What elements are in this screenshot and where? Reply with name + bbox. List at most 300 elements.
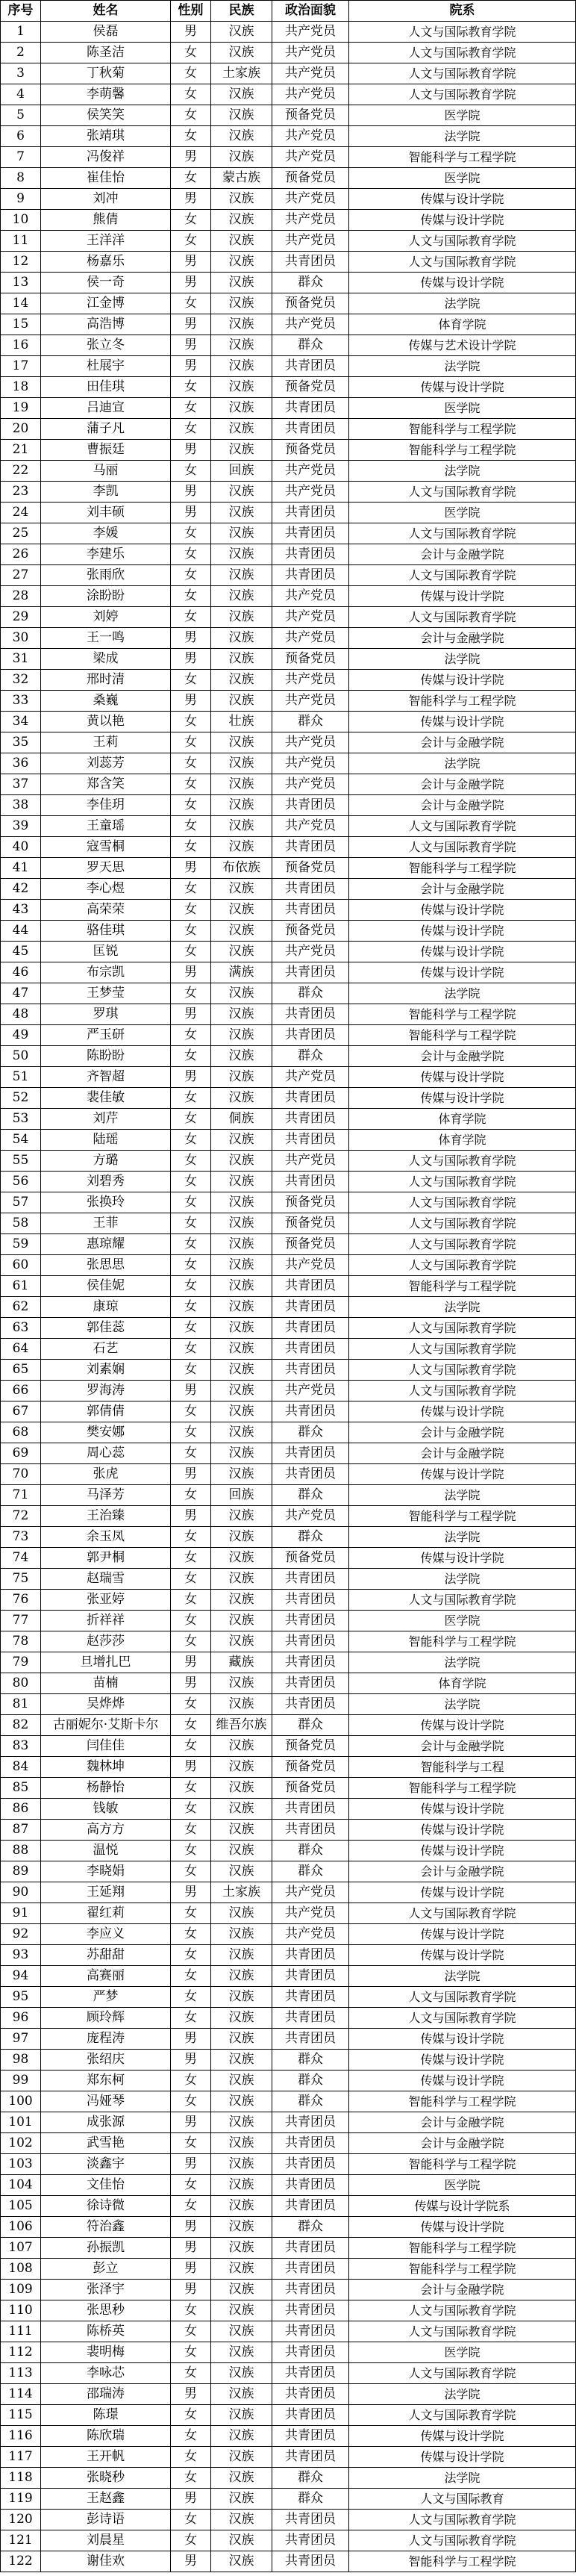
table-row <box>1 105 576 126</box>
cell-political-status: 共产党员 <box>272 1882 349 1903</box>
cell-department: 会计与金融学院 <box>349 544 576 565</box>
cell-department: 传媒与设计学院系 <box>349 2196 576 2217</box>
cell-political-status: 共青团员 <box>272 2133 349 2154</box>
cell-political-status: 共青团员 <box>272 1611 349 1631</box>
cell-gender: 女 <box>171 586 211 607</box>
cell-department: 智能科学与工程 <box>349 1757 576 1778</box>
table-row <box>1 1360 576 1381</box>
cell-ethnicity: 汉族 <box>211 1966 272 1987</box>
cell-political-status: 共青团员 <box>272 2405 349 2426</box>
cell-political-status: 共青团员 <box>272 2321 349 2342</box>
cell-gender: 女 <box>171 1631 211 1652</box>
cell-gender: 女 <box>171 1443 211 1464</box>
cell-political-status: 群众 <box>272 2050 349 2071</box>
cell-name: 侯佳妮 <box>41 1276 171 1297</box>
cell-name: 陈盼盼 <box>41 1046 171 1067</box>
cell-name: 康琼 <box>41 1297 171 1318</box>
cell-department: 人文与国际教育学院 <box>349 1255 576 1276</box>
cell-index: 7 <box>1 147 41 168</box>
cell-ethnicity: 汉族 <box>211 293 272 314</box>
cell-department: 智能科学与工程学院 <box>349 419 576 440</box>
cell-political-status: 共产党员 <box>272 607 349 628</box>
cell-department: 传媒与设计学院 <box>349 1548 576 1569</box>
cell-political-status: 共青团员 <box>272 565 349 586</box>
table-row <box>1 356 576 377</box>
cell-ethnicity: 藏族 <box>211 1652 272 1673</box>
header-name: 姓名 <box>41 1 171 22</box>
cell-name: 严梦 <box>41 1987 171 2008</box>
cell-gender: 女 <box>171 1192 211 1213</box>
table-row <box>1 63 576 84</box>
cell-ethnicity: 汉族 <box>211 2175 272 2196</box>
table-row <box>1 1172 576 1192</box>
cell-ethnicity: 汉族 <box>211 210 272 231</box>
table-row <box>1 1255 576 1276</box>
cell-index: 121 <box>1 2530 41 2551</box>
cell-gender: 女 <box>171 105 211 126</box>
table-row <box>1 2133 576 2154</box>
cell-political-status: 共青团员 <box>272 1004 349 1025</box>
cell-ethnicity: 汉族 <box>211 942 272 962</box>
cell-ethnicity: 汉族 <box>211 2071 272 2091</box>
cell-political-status: 共青团员 <box>272 2384 349 2405</box>
cell-gender: 女 <box>171 126 211 147</box>
table-row <box>1 1151 576 1172</box>
cell-index: 120 <box>1 2510 41 2530</box>
cell-political-status: 群众 <box>272 1715 349 1736</box>
cell-name: 布宗凯 <box>41 962 171 983</box>
cell-department: 智能科学与工程学院 <box>349 1025 576 1046</box>
cell-department: 传媒与设计学院 <box>349 1820 576 1841</box>
cell-name: 郭佳蕊 <box>41 1318 171 1339</box>
cell-political-status: 群众 <box>272 983 349 1004</box>
cell-index: 28 <box>1 586 41 607</box>
table-row <box>1 1401 576 1422</box>
cell-department: 会计与金融学院 <box>349 2112 576 2133</box>
cell-political-status: 共产党员 <box>272 210 349 231</box>
table-row <box>1 1109 576 1130</box>
cell-political-status: 群众 <box>272 335 349 356</box>
cell-name: 魏林坤 <box>41 1757 171 1778</box>
cell-index: 92 <box>1 1924 41 1945</box>
cell-gender: 男 <box>171 1882 211 1903</box>
cell-name: 郑含笑 <box>41 774 171 795</box>
table-row <box>1 2384 576 2405</box>
table-row <box>1 1924 576 1945</box>
table-row <box>1 670 576 691</box>
cell-gender: 女 <box>171 2447 211 2468</box>
cell-ethnicity: 汉族 <box>211 189 272 210</box>
cell-index: 48 <box>1 1004 41 1025</box>
cell-ethnicity: 汉族 <box>211 377 272 398</box>
cell-ethnicity: 汉族 <box>211 2300 272 2321</box>
cell-department: 会计与金融学院 <box>349 628 576 649</box>
cell-gender: 女 <box>171 168 211 189</box>
cell-ethnicity: 汉族 <box>211 1381 272 1401</box>
cell-index: 116 <box>1 2426 41 2447</box>
cell-political-status: 共青团员 <box>272 1464 349 1485</box>
cell-ethnicity: 汉族 <box>211 1255 272 1276</box>
cell-ethnicity: 汉族 <box>211 1987 272 2008</box>
cell-ethnicity: 汉族 <box>211 252 272 273</box>
cell-department: 人文与国际教育学院 <box>349 252 576 273</box>
cell-ethnicity: 汉族 <box>211 2280 272 2300</box>
cell-department: 会计与金融学院 <box>349 2133 576 2154</box>
cell-name: 邵瑞涛 <box>41 2384 171 2405</box>
cell-department: 传媒与设计学院 <box>349 1799 576 1820</box>
cell-index: 109 <box>1 2280 41 2300</box>
cell-political-status: 共青团员 <box>272 2154 349 2175</box>
cell-name: 吴烨烨 <box>41 1694 171 1715</box>
cell-gender: 女 <box>171 1548 211 1569</box>
cell-name: 王梦莹 <box>41 983 171 1004</box>
cell-index: 74 <box>1 1548 41 1569</box>
cell-name: 惠琼耀 <box>41 1234 171 1255</box>
table-row <box>1 1966 576 1987</box>
cell-ethnicity: 满族 <box>211 962 272 983</box>
table-row <box>1 1506 576 1527</box>
cell-name: 陈璟 <box>41 2405 171 2426</box>
cell-department: 人文与国际教育学院 <box>349 1172 576 1192</box>
header-ethnicity: 民族 <box>211 1 272 22</box>
table-row <box>1 2112 576 2133</box>
table-row <box>1 482 576 503</box>
cell-political-status: 共产党员 <box>272 774 349 795</box>
cell-gender: 男 <box>171 189 211 210</box>
cell-ethnicity: 汉族 <box>211 649 272 670</box>
cell-name: 田佳琪 <box>41 377 171 398</box>
table-row <box>1 1276 576 1297</box>
cell-gender: 女 <box>171 795 211 816</box>
table-row <box>1 2551 576 2572</box>
cell-gender: 女 <box>171 1694 211 1715</box>
cell-gender: 女 <box>171 2321 211 2342</box>
cell-ethnicity: 汉族 <box>211 2196 272 2217</box>
table-row <box>1 1987 576 2008</box>
cell-index: 100 <box>1 2091 41 2112</box>
cell-political-status: 共产党员 <box>272 22 349 43</box>
table-row <box>1 2175 576 2196</box>
cell-index: 68 <box>1 1422 41 1443</box>
cell-ethnicity: 汉族 <box>211 2468 272 2489</box>
cell-gender: 男 <box>171 649 211 670</box>
cell-department: 人文与国际教育学院 <box>349 607 576 628</box>
cell-department: 人文与国际教育学院 <box>349 2530 576 2551</box>
cell-gender: 男 <box>171 252 211 273</box>
cell-index: 97 <box>1 2029 41 2050</box>
table-row <box>1 22 576 43</box>
cell-department: 法学院 <box>349 126 576 147</box>
table-row <box>1 816 576 837</box>
cell-gender: 女 <box>171 942 211 962</box>
table-row <box>1 273 576 293</box>
cell-index: 33 <box>1 691 41 712</box>
cell-political-status: 共产党员 <box>272 753 349 774</box>
cell-ethnicity: 汉族 <box>211 1820 272 1841</box>
cell-name: 匡锐 <box>41 942 171 962</box>
cell-gender: 女 <box>171 2468 211 2489</box>
cell-index: 52 <box>1 1088 41 1109</box>
cell-political-status: 共青团员 <box>272 1025 349 1046</box>
cell-name: 陈欣瑞 <box>41 2426 171 2447</box>
cell-name: 方璐 <box>41 1151 171 1172</box>
cell-name: 温悦 <box>41 1841 171 1861</box>
cell-index: 86 <box>1 1799 41 1820</box>
cell-gender: 女 <box>171 1151 211 1172</box>
cell-index: 84 <box>1 1757 41 1778</box>
cell-index: 30 <box>1 628 41 649</box>
cell-political-status: 共青团员 <box>272 1590 349 1611</box>
table-row <box>1 523 576 544</box>
cell-political-status: 共青团员 <box>272 1799 349 1820</box>
cell-index: 94 <box>1 1966 41 1987</box>
cell-index: 12 <box>1 252 41 273</box>
cell-political-status: 共青团员 <box>272 1401 349 1422</box>
cell-political-status: 共青团员 <box>272 1339 349 1360</box>
cell-gender: 女 <box>171 816 211 837</box>
cell-ethnicity: 汉族 <box>211 2008 272 2029</box>
cell-department: 智能科学与工程学院 <box>349 2259 576 2280</box>
cell-index: 29 <box>1 607 41 628</box>
cell-department: 医学院 <box>349 105 576 126</box>
cell-ethnicity: 汉族 <box>211 1046 272 1067</box>
cell-department: 人文与国际教育学院 <box>349 43 576 63</box>
cell-department: 传媒与设计学院 <box>349 942 576 962</box>
table-row <box>1 900 576 921</box>
cell-name: 庞程涛 <box>41 2029 171 2050</box>
cell-index: 88 <box>1 1841 41 1861</box>
cell-name: 王莉 <box>41 732 171 753</box>
cell-name: 符治鑫 <box>41 2217 171 2238</box>
table-row <box>1 1213 576 1234</box>
cell-ethnicity: 汉族 <box>211 2447 272 2468</box>
table-row <box>1 1046 576 1067</box>
cell-ethnicity: 汉族 <box>211 1234 272 1255</box>
cell-gender: 女 <box>171 2510 211 2530</box>
cell-index: 15 <box>1 314 41 335</box>
table-row <box>1 607 576 628</box>
cell-ethnicity: 汉族 <box>211 2091 272 2112</box>
table-row <box>1 1527 576 1548</box>
cell-name: 李应义 <box>41 1924 171 1945</box>
cell-political-status: 共产党员 <box>272 628 349 649</box>
table-row <box>1 1611 576 1631</box>
cell-name: 王一鸣 <box>41 628 171 649</box>
cell-department: 法学院 <box>349 1966 576 1987</box>
cell-department: 法学院 <box>349 649 576 670</box>
cell-name: 刘素娴 <box>41 1360 171 1381</box>
cell-name: 李咏芯 <box>41 2363 171 2384</box>
table-row <box>1 398 576 419</box>
table-row <box>1 2259 576 2280</box>
table-row <box>1 1715 576 1736</box>
table-row <box>1 1652 576 1673</box>
cell-department: 传媒与设计学院 <box>349 2426 576 2447</box>
cell-department: 传媒与设计学院 <box>349 921 576 942</box>
cell-gender: 女 <box>171 607 211 628</box>
table-row <box>1 774 576 795</box>
cell-department: 传媒与设计学院 <box>349 1088 576 1109</box>
table-row <box>1 314 576 335</box>
cell-ethnicity: 汉族 <box>211 273 272 293</box>
cell-ethnicity: 汉族 <box>211 1360 272 1381</box>
cell-name: 高浩博 <box>41 314 171 335</box>
cell-department: 法学院 <box>349 356 576 377</box>
cell-name: 刘冲 <box>41 189 171 210</box>
cell-political-status: 预备党员 <box>272 377 349 398</box>
cell-political-status: 共青团员 <box>272 2175 349 2196</box>
cell-index: 80 <box>1 1673 41 1694</box>
cell-index: 47 <box>1 983 41 1004</box>
cell-gender: 女 <box>171 1966 211 1987</box>
cell-ethnicity: 汉族 <box>211 1945 272 1966</box>
cell-index: 46 <box>1 962 41 983</box>
table-row <box>1 1799 576 1820</box>
cell-name: 陈桥英 <box>41 2321 171 2342</box>
cell-political-status: 共青团员 <box>272 1631 349 1652</box>
cell-name: 周心蕊 <box>41 1443 171 1464</box>
cell-department: 智能科学与工程学院 <box>349 1276 576 1297</box>
cell-gender: 女 <box>171 1945 211 1966</box>
cell-index: 1 <box>1 22 41 43</box>
cell-department: 传媒与设计学院 <box>349 2071 576 2091</box>
cell-ethnicity: 汉族 <box>211 1631 272 1652</box>
table-row <box>1 2489 576 2510</box>
cell-gender: 男 <box>171 335 211 356</box>
cell-department: 人文与国际教育学院 <box>349 231 576 252</box>
cell-political-status: 群众 <box>272 273 349 293</box>
cell-ethnicity: 汉族 <box>211 2426 272 2447</box>
cell-name: 赵莎莎 <box>41 1631 171 1652</box>
table-row <box>1 942 576 962</box>
cell-index: 5 <box>1 105 41 126</box>
cell-gender: 女 <box>171 774 211 795</box>
cell-political-status: 共青团员 <box>272 1945 349 1966</box>
cell-name: 冯俊祥 <box>41 147 171 168</box>
cell-ethnicity: 汉族 <box>211 1590 272 1611</box>
cell-name: 刘蕊芳 <box>41 753 171 774</box>
cell-name: 李萌馨 <box>41 84 171 105</box>
cell-gender: 女 <box>171 63 211 84</box>
cell-index: 115 <box>1 2405 41 2426</box>
table-row <box>1 1861 576 1882</box>
cell-department: 法学院 <box>349 1694 576 1715</box>
table-row <box>1 712 576 732</box>
cell-index: 78 <box>1 1631 41 1652</box>
cell-ethnicity: 汉族 <box>211 1673 272 1694</box>
cell-name: 赵瑞雪 <box>41 1569 171 1590</box>
cell-political-status: 共青团员 <box>272 2300 349 2321</box>
cell-index: 22 <box>1 461 41 482</box>
cell-gender: 女 <box>171 43 211 63</box>
cell-gender: 男 <box>171 2029 211 2050</box>
cell-name: 淡鑫宇 <box>41 2154 171 2175</box>
cell-index: 107 <box>1 2238 41 2259</box>
cell-gender: 女 <box>171 1861 211 1882</box>
cell-ethnicity: 汉族 <box>211 1318 272 1339</box>
cell-gender: 女 <box>171 2091 211 2112</box>
cell-ethnicity: 汉族 <box>211 1778 272 1799</box>
cell-political-status: 预备党员 <box>272 1736 349 1757</box>
cell-political-status: 共青团员 <box>272 2426 349 2447</box>
cell-gender: 女 <box>171 1276 211 1297</box>
cell-department: 人文与国际教育学院 <box>349 84 576 105</box>
table-row <box>1 837 576 858</box>
cell-political-status: 共产党员 <box>272 147 349 168</box>
cell-index: 55 <box>1 1151 41 1172</box>
cell-political-status: 共青团员 <box>272 962 349 983</box>
cell-political-status: 群众 <box>272 712 349 732</box>
cell-name: 张虎 <box>41 1464 171 1485</box>
cell-political-status: 预备党员 <box>272 293 349 314</box>
cell-name: 彭立 <box>41 2259 171 2280</box>
cell-name: 刘碧秀 <box>41 1172 171 1192</box>
cell-department: 传媒与设计学院 <box>349 2217 576 2238</box>
cell-political-status: 预备党员 <box>272 1234 349 1255</box>
cell-department: 传媒与设计学院 <box>349 2029 576 2050</box>
cell-name: 石艺 <box>41 1339 171 1360</box>
cell-index: 44 <box>1 921 41 942</box>
cell-department: 人文与国际教育学院 <box>349 565 576 586</box>
cell-political-status: 共青团员 <box>272 1569 349 1590</box>
cell-department: 法学院 <box>349 1527 576 1548</box>
cell-name: 桑巍 <box>41 691 171 712</box>
cell-name: 张泽宇 <box>41 2280 171 2300</box>
cell-ethnicity: 汉族 <box>211 1464 272 1485</box>
cell-ethnicity: 汉族 <box>211 1004 272 1025</box>
cell-index: 14 <box>1 293 41 314</box>
cell-index: 98 <box>1 2050 41 2071</box>
cell-department: 体育学院 <box>349 1109 576 1130</box>
table-row <box>1 1631 576 1652</box>
cell-department: 人文与国际教育学院 <box>349 523 576 544</box>
cell-name: 苏甜甜 <box>41 1945 171 1966</box>
cell-department: 法学院 <box>349 1652 576 1673</box>
cell-index: 54 <box>1 1130 41 1151</box>
cell-name: 梁成 <box>41 649 171 670</box>
cell-ethnicity: 汉族 <box>211 1172 272 1192</box>
cell-department: 传媒与设计学院 <box>349 1882 576 1903</box>
table-row <box>1 858 576 879</box>
cell-index: 20 <box>1 419 41 440</box>
cell-name: 张换玲 <box>41 1192 171 1213</box>
cell-ethnicity: 汉族 <box>211 2133 272 2154</box>
cell-name: 严玉研 <box>41 1025 171 1046</box>
cell-index: 66 <box>1 1381 41 1401</box>
cell-department: 医学院 <box>349 2175 576 2196</box>
cell-name: 王菲 <box>41 1213 171 1234</box>
cell-department: 智能科学与工程学院 <box>349 691 576 712</box>
cell-name: 吕迪宣 <box>41 398 171 419</box>
cell-name: 王洋洋 <box>41 231 171 252</box>
cell-gender: 女 <box>171 1130 211 1151</box>
cell-index: 39 <box>1 816 41 837</box>
cell-department: 人文与国际教育学院 <box>349 2363 576 2384</box>
cell-name: 折祥祥 <box>41 1611 171 1631</box>
table-row <box>1 2300 576 2321</box>
cell-ethnicity: 汉族 <box>211 732 272 753</box>
table-row <box>1 2342 576 2363</box>
table-row <box>1 649 576 670</box>
cell-index: 32 <box>1 670 41 691</box>
cell-department: 智能科学与工程学院 <box>349 440 576 461</box>
cell-gender: 女 <box>171 2071 211 2091</box>
cell-ethnicity: 汉族 <box>211 1799 272 1820</box>
cell-political-status: 预备党员 <box>272 168 349 189</box>
cell-name: 刘婷 <box>41 607 171 628</box>
cell-department: 会计与金融学院 <box>349 1861 576 1882</box>
cell-index: 93 <box>1 1945 41 1966</box>
